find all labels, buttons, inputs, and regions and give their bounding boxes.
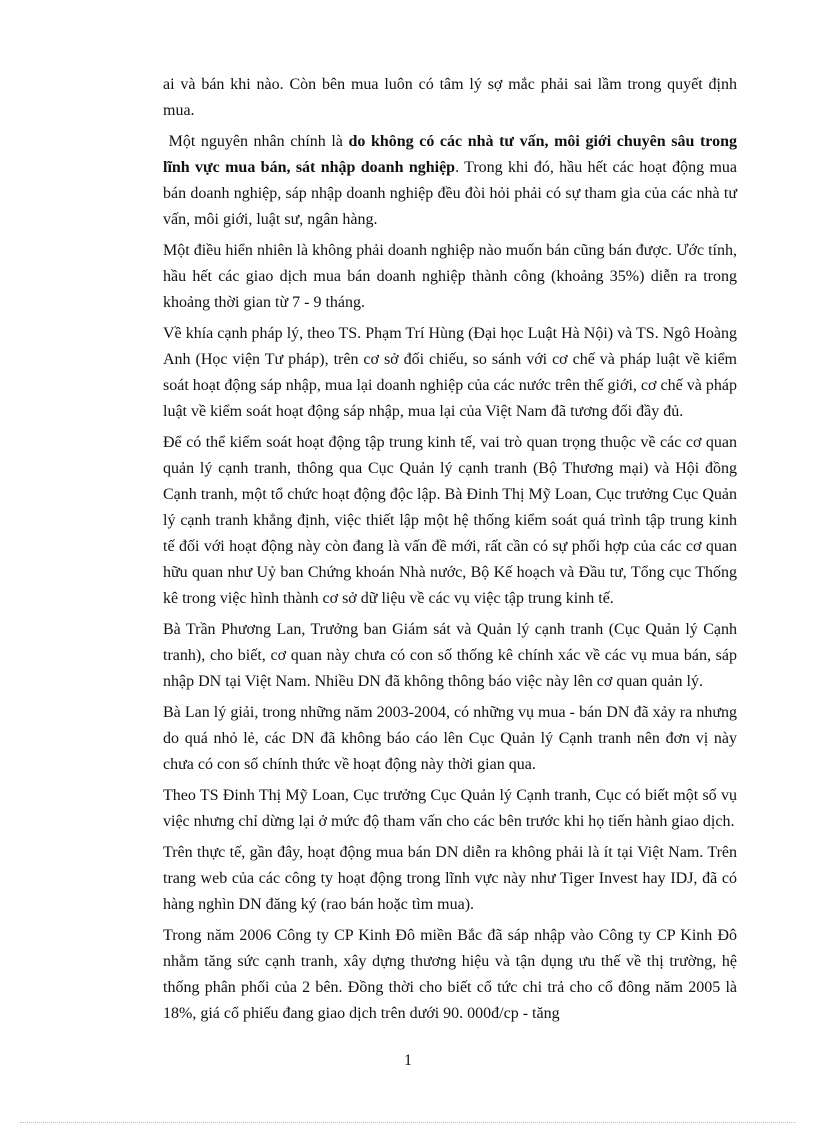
- paragraph-10: [163, 923, 737, 1027]
- paragraph-5: [163, 430, 737, 612]
- paragraph-2-text-b: . Trong khi đó, hầu hết các hoạt động mua bán doanh nghiệp, sáp nhập doanh nghiệp đều đòi hỏi phải có sự tham gia của các nhà tư vấn, môi giới, luật sư, ngân hàng.: [163, 159, 737, 228]
- paragraph-8-text: Theo TS Đinh Thị Mỹ Loan, Cục trưởng Cục Quản lý Cạnh tranh, Cục có biết một số vụ việc nhưng chỉ dừng lại ở mức độ tham vấn cho các bên trước khi họ tiến hành giao dịch.: [163, 787, 737, 830]
- paragraph-5-text: Để có thể kiểm soát hoạt động tập trung kinh tế, vai trò quan trọng thuộc về các cơ quan quản lý cạnh tranh, thông qua Cục Quản lý cạnh tranh (Bộ Thương mại) và Hội đồng Cạnh tranh, một tổ chức hoạt động độc lập. Bà Đinh Thị Mỹ Loan, Cục trưởng Cục Quản lý cạnh tranh khẳng định, việc thiết lập một hệ thống kiểm soát quá trình tập trung kinh tế đối với hoạt động này còn đang là vấn đề mới, rất cần có sự phối hợp của các cơ quan hữu quan như Uỷ ban Chứng khoán Nhà nước, Bộ Kế hoạch và Đầu tư, Tổng cục Thống kê trong việc hình thành cơ sở dữ liệu về các vụ việc tập trung kinh tế.: [163, 434, 737, 607]
- paragraph-7: [163, 700, 737, 778]
- paragraph-4: [163, 321, 737, 425]
- paragraph-1-text: ai và bán khi nào. Còn bên mua luôn có tâm lý sợ mắc phải sai lầm trong quyết định mua.: [163, 76, 737, 119]
- paragraph-7-text: Bà Lan lý giải, trong những năm 2003-2004, có những vụ mua - bán DN đã xảy ra nhưng do quá nhỏ lẻ, các DN đã không báo cáo lên Cục Quản lý Cạnh tranh nên đơn vị này chưa có con số chính thức về hoạt động này thời gian qua.: [163, 704, 737, 773]
- paragraph-2: [163, 129, 737, 233]
- paragraph-10-text: Trong năm 2006 Công ty CP Kinh Đô miền Bắc đã sáp nhập vào Công ty CP Kinh Đô nhằm tăng sức cạnh tranh, xây dựng thương hiệu và tận dụng ưu thế về thị trường, hệ thống phân phối của 2 bên. Đồng thời cho biết cổ tức chi trả cho cổ đông năm 2005 là 18%, giá cổ phiếu đang giao dịch trên dưới 90. 000đ/cp - tăng: [163, 927, 737, 1022]
- paragraph-1: [163, 72, 737, 124]
- paragraph-6-text: Bà Trần Phương Lan, Trưởng ban Giám sát và Quản lý cạnh tranh (Cục Quản lý Cạnh tranh), cho biết, cơ quan này chưa có con số thống kê chính xác về các vụ mua bán, sáp nhập DN tại Việt Nam. Nhiều DN đã không thông báo việc này lên cơ quan quản lý.: [163, 621, 737, 690]
- paragraph-4-text: Về khía cạnh pháp lý, theo TS. Phạm Trí Hùng (Đại học Luật Hà Nội) và TS. Ngô Hoàng Anh (Học viện Tư pháp), trên cơ sở đối chiếu, so sánh với cơ chế và pháp luật về kiểm soát hoạt động sáp nhập, mua lại doanh nghiệp của các nước trên thế giới, cơ chế và pháp luật về kiểm soát hoạt động sáp nhập, mua lại của Việt Nam đã tương đối đầy đủ.: [163, 325, 737, 420]
- paragraph-9-text: Trên thực tế, gần đây, hoạt động mua bán DN diễn ra không phải là ít tại Việt Nam. Trên trang web của các công ty hoạt động trong lĩnh vực này như Tiger Invest hay IDJ, đã có hàng nghìn DN đăng ký (rao bán hoặc tìm mua).: [163, 844, 737, 913]
- paragraph-2-text-a: Một nguyên nhân chính là: [168, 133, 349, 150]
- paragraph-9: [163, 840, 737, 918]
- paragraph-3: [163, 238, 737, 316]
- paragraph-3-text: Một điều hiển nhiên là không phải doanh nghiệp nào muốn bán cũng bán được. Ước tính, hầu hết các giao dịch mua bán doanh nghiệp thành công (khoảng 35%) diễn ra trong khoảng thời gian từ 7 - 9 tháng.: [163, 242, 737, 311]
- paragraph-2-bold-text: do không có các nhà tư vấn, môi giới chuyên sâu trong lĩnh vực mua bán, sát nhập doanh nghiệp: [163, 133, 738, 176]
- page-number: 1: [404, 1052, 412, 1069]
- document-body: [163, 72, 737, 1032]
- paragraph-8: [163, 783, 737, 835]
- paragraph-6: [163, 617, 737, 695]
